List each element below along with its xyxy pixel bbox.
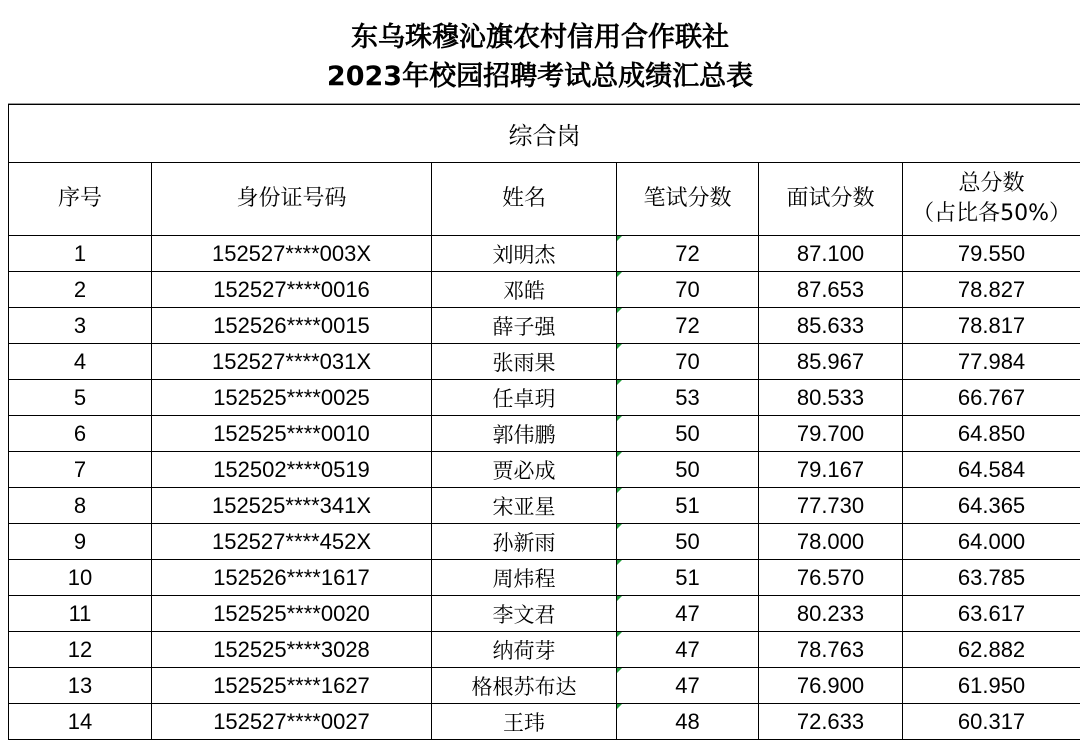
document-title-line2: 2023年校园招聘考试总成绩汇总表 bbox=[326, 61, 754, 92]
cell-total: 60.317 bbox=[903, 704, 1080, 740]
header-seq: 序号 bbox=[9, 163, 152, 236]
cell-id: 152525****341X bbox=[152, 488, 432, 524]
table-row bbox=[9, 272, 1080, 308]
cell-seq: 3 bbox=[9, 308, 152, 344]
cell-written: 50 bbox=[617, 416, 759, 452]
header-id: 身份证号码 bbox=[152, 163, 432, 236]
cell-id: 152525****1627 bbox=[152, 668, 432, 704]
cell-interview: 72.633 bbox=[759, 704, 903, 740]
cell-seq: 1 bbox=[9, 236, 152, 272]
cell-interview: 87.100 bbox=[759, 236, 903, 272]
cell-seq: 8 bbox=[9, 488, 152, 524]
table-row bbox=[9, 560, 1080, 596]
header-interview: 面试分数 bbox=[759, 163, 903, 236]
table-row bbox=[9, 380, 1080, 416]
cell-written: 50 bbox=[617, 452, 759, 488]
cell-name: 宋亚星 bbox=[432, 488, 617, 524]
table-row bbox=[9, 308, 1080, 344]
header-total-ratio: （占比各50%） bbox=[912, 201, 1071, 226]
cell-id: 152526****0015 bbox=[152, 308, 432, 344]
cell-written: 53 bbox=[617, 380, 759, 416]
header-total-label: 总分数 bbox=[958, 171, 1025, 196]
table-row bbox=[9, 344, 1080, 380]
cell-written: 50 bbox=[617, 524, 759, 560]
cell-seq: 9 bbox=[9, 524, 152, 560]
cell-seq: 5 bbox=[9, 380, 152, 416]
cell-id: 152527****031X bbox=[152, 344, 432, 380]
header-written: 笔试分数 bbox=[617, 163, 759, 236]
cell-interview: 76.900 bbox=[759, 668, 903, 704]
cell-written: 72 bbox=[617, 236, 759, 272]
cell-name: 张雨果 bbox=[432, 344, 617, 380]
cell-written: 70 bbox=[617, 272, 759, 308]
cell-total: 64.850 bbox=[903, 416, 1080, 452]
cell-name: 任卓玥 bbox=[432, 380, 617, 416]
cell-seq: 10 bbox=[9, 560, 152, 596]
cell-interview: 87.653 bbox=[759, 272, 903, 308]
cell-id: 152527****0016 bbox=[152, 272, 432, 308]
cell-written: 48 bbox=[617, 704, 759, 740]
cell-total: 64.365 bbox=[903, 488, 1080, 524]
cell-total: 78.817 bbox=[903, 308, 1080, 344]
cell-total: 63.785 bbox=[903, 560, 1080, 596]
document-title-line1: 东乌珠穆沁旗农村信用合作联社 bbox=[351, 22, 729, 53]
cell-written: 47 bbox=[617, 632, 759, 668]
table-row bbox=[9, 524, 1080, 560]
cell-written: 51 bbox=[617, 488, 759, 524]
table-row bbox=[9, 416, 1080, 452]
header-total bbox=[903, 163, 1080, 236]
cell-name: 格根苏布达 bbox=[432, 668, 617, 704]
cell-id: 152527****452X bbox=[152, 524, 432, 560]
cell-seq: 11 bbox=[9, 596, 152, 632]
cell-id: 152525****0010 bbox=[152, 416, 432, 452]
cell-written: 51 bbox=[617, 560, 759, 596]
cell-total: 64.000 bbox=[903, 524, 1080, 560]
cell-total: 64.584 bbox=[903, 452, 1080, 488]
cell-interview: 80.233 bbox=[759, 596, 903, 632]
score-table bbox=[8, 104, 1080, 740]
table-row bbox=[9, 596, 1080, 632]
cell-name: 贾必成 bbox=[432, 452, 617, 488]
cell-id: 152526****1617 bbox=[152, 560, 432, 596]
cell-seq: 4 bbox=[9, 344, 152, 380]
cell-id: 152525****0025 bbox=[152, 380, 432, 416]
cell-total: 66.767 bbox=[903, 380, 1080, 416]
cell-written: 47 bbox=[617, 668, 759, 704]
table-row bbox=[9, 452, 1080, 488]
table-row bbox=[9, 668, 1080, 704]
cell-name: 周炜程 bbox=[432, 560, 617, 596]
cell-total: 61.950 bbox=[903, 668, 1080, 704]
table-row bbox=[9, 632, 1080, 668]
header-row bbox=[9, 163, 1080, 236]
cell-total: 62.882 bbox=[903, 632, 1080, 668]
cell-name: 王玮 bbox=[432, 704, 617, 740]
cell-seq: 14 bbox=[9, 704, 152, 740]
table-row bbox=[9, 236, 1080, 272]
cell-seq: 2 bbox=[9, 272, 152, 308]
cell-id: 152502****0519 bbox=[152, 452, 432, 488]
cell-total: 63.617 bbox=[903, 596, 1080, 632]
cell-interview: 79.167 bbox=[759, 452, 903, 488]
cell-total: 79.550 bbox=[903, 236, 1080, 272]
cell-interview: 78.763 bbox=[759, 632, 903, 668]
cell-total: 78.827 bbox=[903, 272, 1080, 308]
cell-written: 47 bbox=[617, 596, 759, 632]
cell-interview: 77.730 bbox=[759, 488, 903, 524]
cell-name: 郭伟鹏 bbox=[432, 416, 617, 452]
cell-interview: 76.570 bbox=[759, 560, 903, 596]
cell-id: 152527****003X bbox=[152, 236, 432, 272]
table-row bbox=[9, 488, 1080, 524]
cell-interview: 79.700 bbox=[759, 416, 903, 452]
cell-name: 薛子强 bbox=[432, 308, 617, 344]
page-margin bbox=[0, 0, 8, 748]
cell-seq: 6 bbox=[9, 416, 152, 452]
section-title: 综合岗 bbox=[9, 105, 1080, 163]
cell-total: 77.984 bbox=[903, 344, 1080, 380]
cell-id: 152525****3028 bbox=[152, 632, 432, 668]
cell-seq: 7 bbox=[9, 452, 152, 488]
cell-written: 70 bbox=[617, 344, 759, 380]
cell-seq: 12 bbox=[9, 632, 152, 668]
cell-interview: 78.000 bbox=[759, 524, 903, 560]
cell-name: 邓皓 bbox=[432, 272, 617, 308]
header-name: 姓名 bbox=[432, 163, 617, 236]
table-row bbox=[9, 704, 1080, 740]
cell-name: 刘明杰 bbox=[432, 236, 617, 272]
cell-name: 孙新雨 bbox=[432, 524, 617, 560]
cell-id: 152527****0027 bbox=[152, 704, 432, 740]
cell-name: 纳荷芽 bbox=[432, 632, 617, 668]
cell-id: 152525****0020 bbox=[152, 596, 432, 632]
section-row bbox=[9, 105, 1080, 163]
cell-interview: 80.533 bbox=[759, 380, 903, 416]
cell-name: 李文君 bbox=[432, 596, 617, 632]
cell-written: 72 bbox=[617, 308, 759, 344]
cell-seq: 13 bbox=[9, 668, 152, 704]
cell-interview: 85.967 bbox=[759, 344, 903, 380]
cell-interview: 85.633 bbox=[759, 308, 903, 344]
